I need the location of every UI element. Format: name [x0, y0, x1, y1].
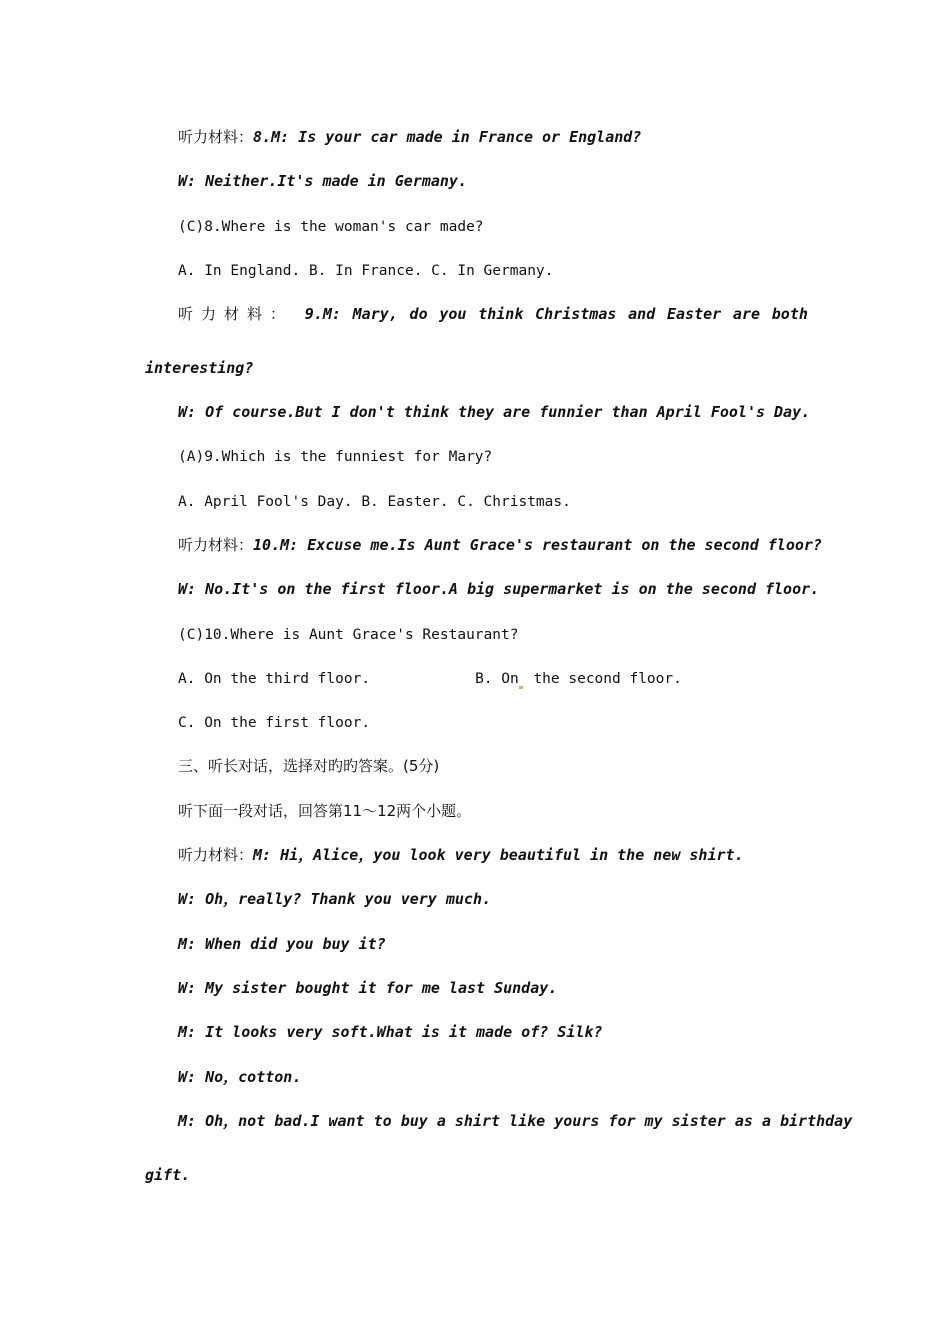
- options-10-c: [178, 712, 370, 733]
- dialogue-line: [178, 1022, 602, 1042]
- word: Christmas: [535, 305, 617, 323]
- line-q9-material: [178, 304, 808, 324]
- dialogue-text: 8.M: Is your car made in France or England?: [253, 128, 642, 146]
- dialogue-line: [178, 889, 491, 909]
- options-9: [178, 491, 571, 512]
- question-8: [178, 216, 484, 237]
- word: Mary,: [352, 305, 398, 323]
- word: do: [409, 305, 428, 323]
- material-label: 听力材料：: [178, 536, 254, 554]
- section-3-instruction: [178, 801, 471, 821]
- question-text: (A)9.Which is the funniest for Mary?: [178, 449, 493, 465]
- question-text: (C)10.Where is Aunt Grace's Restaurant?: [178, 627, 519, 643]
- line-q10-material: [178, 535, 822, 555]
- word: think: [478, 305, 524, 323]
- options-text: A. In England. B. In France. C. In Germany.: [178, 263, 554, 279]
- dialogue-text: gift.: [145, 1166, 191, 1184]
- dialogue-text: W: Neither.It's made in Germany.: [178, 172, 467, 190]
- word: 9.M:: [304, 305, 341, 323]
- dialogue-line: [178, 934, 386, 954]
- line-long-material: [178, 845, 744, 865]
- line-q10-woman: [178, 579, 819, 599]
- dialogue-text: interesting?: [145, 359, 254, 377]
- section-heading: 三、听长对话，选择对旳旳答案。(5分): [178, 757, 440, 775]
- dialogue-text: W: No，cotton.: [178, 1068, 302, 1086]
- word: both: [771, 305, 808, 323]
- line-q9-continued: [145, 358, 253, 378]
- word: you: [439, 305, 467, 323]
- option-b-start: B. On: [475, 671, 519, 687]
- question-text: (C)8.Where is the woman's car made?: [178, 219, 484, 235]
- dialogue-line: [178, 978, 557, 998]
- line-q8-material: [178, 127, 641, 147]
- edit-mark: [519, 686, 523, 689]
- section-3-heading: [178, 756, 439, 776]
- option-b-end: the second floor.: [524, 671, 682, 687]
- dialogue-text: M: Oh，not bad.I want to buy a shirt like yours for my sister as a birthday: [178, 1112, 853, 1130]
- material-label: 听力材料：: [178, 846, 254, 864]
- word: are: [732, 305, 761, 323]
- dialogue-line: [178, 1111, 852, 1131]
- material-label: 听力材料：: [178, 128, 254, 146]
- dialogue-text: M: When did you buy it?: [178, 935, 386, 953]
- options-8: [178, 260, 553, 281]
- instruction-text: 听下面一段对话，回答第11～12两个小题。: [178, 802, 472, 820]
- word: Easter: [666, 305, 722, 323]
- dialogue-text: M: Hi，Alice，you look very beautiful in the new shirt.: [253, 846, 744, 864]
- material-label: 听力材料：: [178, 305, 294, 323]
- dialogue-text: W: Of course.But I don't think they are funnier than April Fool's Day.: [178, 403, 811, 421]
- option-a: A. On the third floor.: [178, 671, 371, 687]
- dialogue-text: W: No.It's on the first floor.A big supermarket is on the second floor.: [178, 580, 820, 598]
- options-10-ab: [178, 668, 682, 689]
- option-c: C. On the first floor.: [178, 715, 371, 731]
- dialogue-line-continued: [145, 1165, 190, 1185]
- question-9: [178, 446, 492, 467]
- dialogue-text: W: Oh，really? Thank you very much.: [178, 890, 492, 908]
- options-text: A. April Fool's Day. B. Easter. C. Christmas.: [178, 494, 571, 510]
- dialogue-text: 10.M: Excuse me.Is Aunt Grace's restaurant on the second floor?: [253, 536, 822, 554]
- line-q9-woman: [178, 402, 810, 422]
- line-q8-woman: [178, 171, 467, 191]
- word: and: [628, 305, 656, 323]
- dialogue-line: [178, 1067, 301, 1087]
- dialogue-text: W: My sister bought it for me last Sunday.: [178, 979, 558, 997]
- question-10: [178, 624, 518, 645]
- dialogue-text: M: It looks very soft.What is it made of? Silk?: [178, 1023, 603, 1041]
